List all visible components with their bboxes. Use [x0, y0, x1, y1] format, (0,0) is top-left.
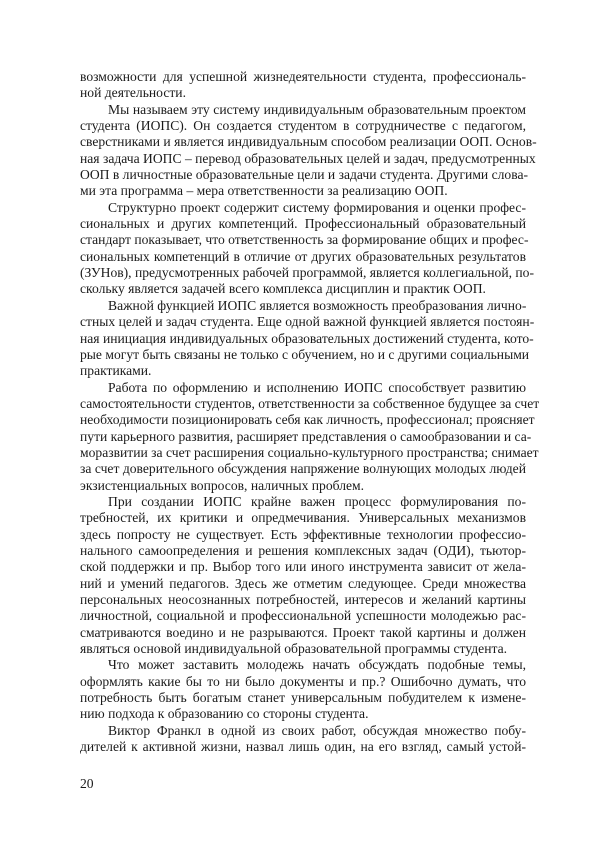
text-line: стандарт показывает, что ответственность за формирование общих и профес- — [80, 232, 529, 248]
text-line: за счет доверительного обсуждения напряжение волнующих молодых людей — [80, 461, 526, 477]
text-line: сверстниками и является индивидуальным способом реализации ООП. Основ- — [80, 134, 537, 150]
paragraph — [80, 69, 526, 102]
text-line: персональных неосознанных потребностей, интересов и желаний картины — [80, 592, 526, 607]
text-line: потребность быть богатым станет универсальным побудителем к измене- — [80, 690, 526, 706]
paragraph — [80, 101, 537, 200]
text-line: ми эта программа – мера ответственности за реализацию ООП. — [80, 183, 448, 199]
text-line: ний и умений педагогов. Здесь же отметим следующее. Среди множества — [80, 575, 526, 591]
text-line: При создании ИОПС крайне важен процесс формулирования по- — [108, 493, 526, 509]
text-line: нального самоопределения и решения комплексных задач (ОДИ), тьютор- — [80, 542, 526, 558]
text-line: ной деятельности. — [80, 85, 186, 101]
text-line: необходимости позиционировать себя как личность, профессионал; проясняет — [80, 412, 535, 428]
text-line: моразвитии за счет расширения социально-культурного пространства; снимает — [80, 444, 539, 460]
text-line: Важной функцией ИОПС является возможность преобразования лично- — [108, 297, 527, 313]
text-line: являться основой индивидуальной образовательной программы студента. — [80, 641, 508, 657]
text-line: стных целей и задач студента. Еще одной важной функцией является постоян- — [80, 314, 535, 330]
text-line: ООП в личностные образовательные цели и задачи студента. Другими слова- — [80, 167, 529, 183]
text-line: ской поддержки и пр. Выбор того или иного инструмента зависит от жела- — [80, 559, 526, 575]
paragraph — [80, 379, 540, 494]
text-line: нию подхода к образованию со стороны студента. — [80, 706, 369, 722]
text-line: рые могут быть связаны не только с обучением, но и с другими социальными — [80, 346, 530, 362]
text-line: пути карьерного развития, расширяет представления о самообразовании и са- — [80, 428, 532, 444]
text-line: экзистенциальных вопросов, наличных проблем. — [80, 477, 365, 493]
paragraph — [80, 494, 526, 657]
paragraph — [80, 657, 526, 722]
text-line: Работа по оформлению и исполнению ИОПС способствует развитию — [108, 379, 526, 395]
text-line: Мы называем эту систему индивидуальным образовательным проектом — [108, 101, 526, 117]
text-line: ная задача ИОПС – перевод образовательных целей и задач, предусмотренных — [80, 150, 536, 166]
text-line: сиональных и других компетенций. Профессиональный образовательный — [80, 216, 526, 232]
text-line: Виктор Франкл в одной из своих работ, обсуждая множество побу- — [108, 722, 526, 738]
paragraph — [80, 297, 535, 380]
body-text — [80, 69, 540, 755]
text-line: личностной, социальной и профессиональной успешности молодежью рас- — [80, 608, 526, 624]
paragraph — [80, 723, 526, 756]
text-line: Структурно проект содержит систему формирования и оценки профес- — [108, 199, 526, 215]
paragraph — [80, 199, 534, 298]
text-line: возможности для успешной жизнедеятельности студента, профессиональ- — [80, 69, 526, 84]
text-line: дителей к активной жизни, назвал лишь один, на его взгляд, самый устой- — [80, 739, 526, 755]
text-line: Что может заставить молодежь начать обсуждать подобные темы, — [108, 657, 526, 673]
text-line: здесь попросту не существует. Есть эффективные технологии профессио- — [80, 526, 526, 542]
text-line: студента (ИОПС). Он создается студентом в сотрудничестве с педагогом, — [80, 118, 526, 134]
text-line: требностей, их критики и опредмечивания. Универсальных механизмов — [80, 510, 526, 526]
text-line: ная инициация индивидуальных образовательных достижений студента, кото- — [80, 330, 534, 346]
page-number: 20 — [80, 776, 94, 791]
text-line: сматриваются воедино и не разрываются. Проект такой картины и должен — [80, 624, 526, 640]
text-line: (ЗУНов), предусмотренных рабочей программой, является коллегиальной, по- — [80, 265, 534, 281]
text-line: оформлять какие бы то ни было документы и пр.? Ошибочно думать, что — [80, 673, 526, 689]
text-line: скольку является задачей всего комплекса дисциплин и практик ООП. — [80, 281, 486, 297]
text-line: сиональных компетенций в отличие от других образовательных результатов — [80, 248, 526, 264]
text-line: самостоятельности студентов, ответственности за собственное будущее за счет — [80, 395, 540, 411]
text-line: практиками. — [80, 363, 152, 379]
